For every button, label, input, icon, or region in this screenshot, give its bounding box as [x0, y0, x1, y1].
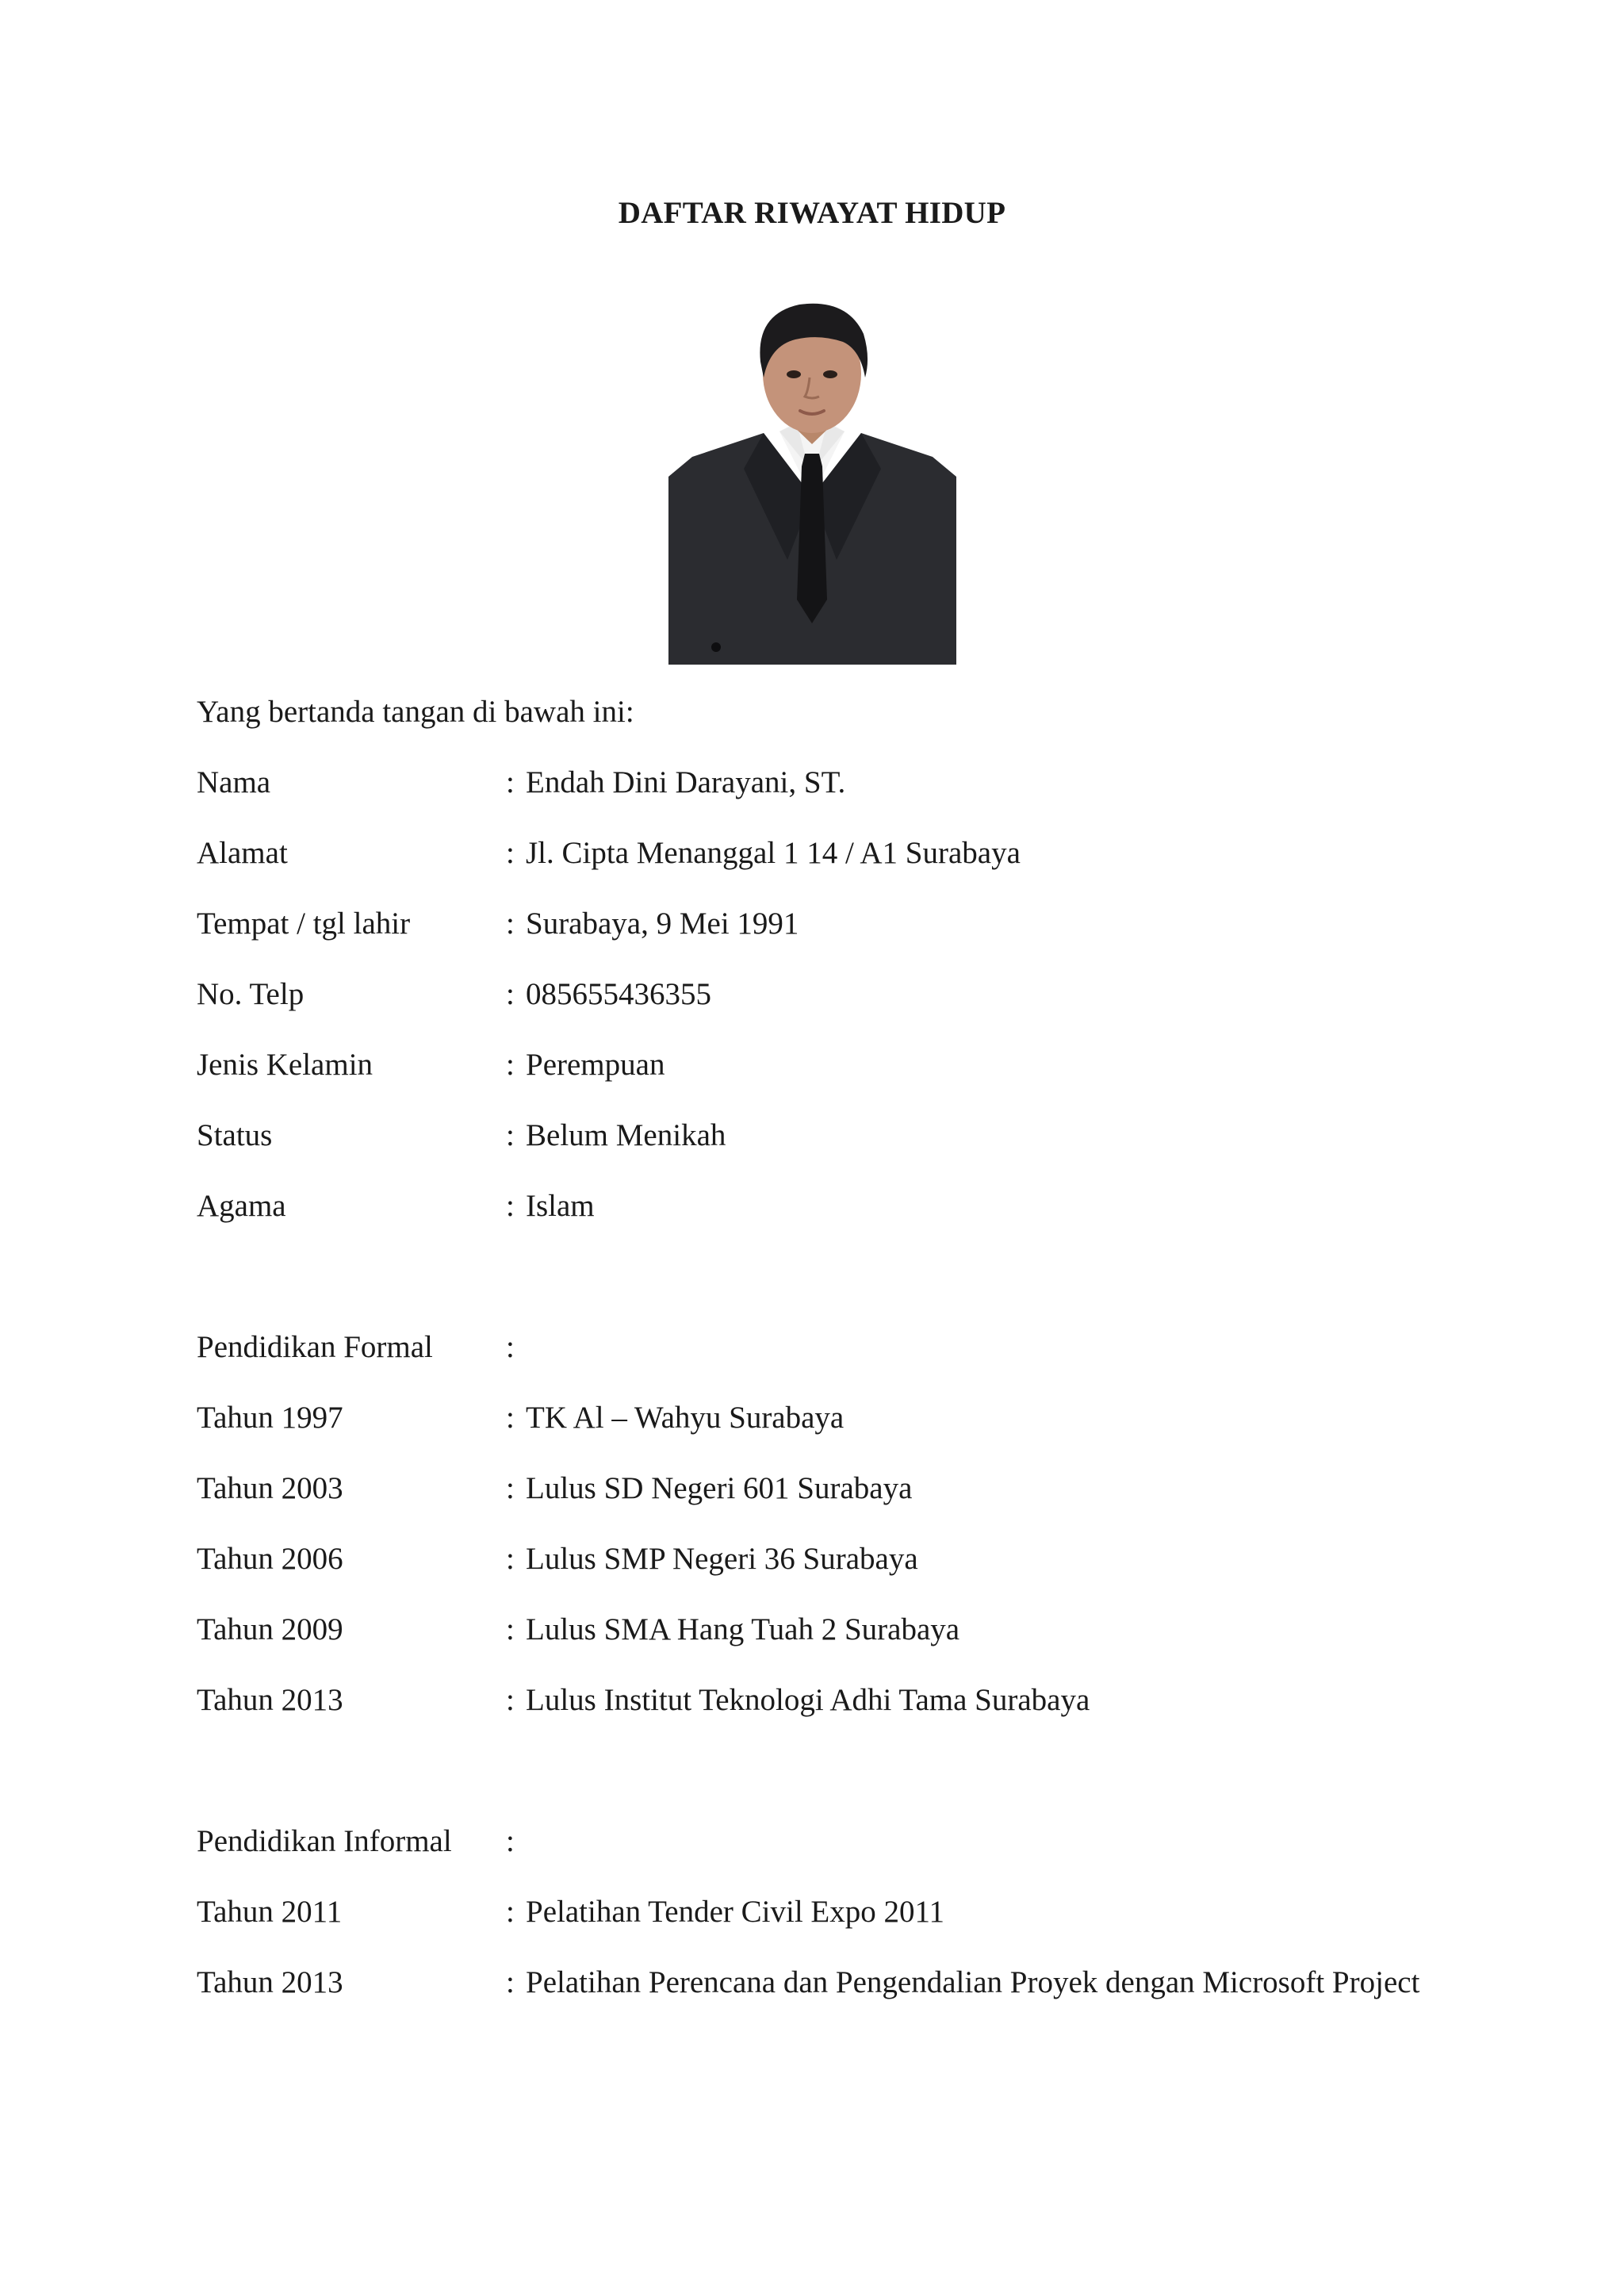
education-value: Lulus SMA Hang Tuah 2 Surabaya	[526, 1612, 960, 1646]
info-value: Belum Menikah	[526, 1118, 726, 1152]
year-label: Tahun 1997	[197, 1401, 343, 1435]
education-value: Lulus SMP Negeri 36 Surabaya	[526, 1542, 918, 1576]
info-colon: :	[506, 1401, 515, 1435]
year-label: Tahun 2006	[197, 1542, 343, 1576]
section-label: Pendidikan Formal	[197, 1330, 433, 1364]
info-label: Agama	[197, 1189, 286, 1223]
info-colon: :	[506, 1471, 515, 1505]
info-label: Status	[197, 1118, 273, 1152]
year-label: Tahun 2013	[197, 1683, 343, 1717]
info-label: Nama	[197, 765, 271, 799]
section-colon: :	[506, 1824, 515, 1858]
info-value: Surabaya, 9 Mei 1991	[526, 907, 799, 941]
profile-photo	[668, 298, 956, 665]
education-value: Lulus SD Negeri 601 Surabaya	[526, 1471, 913, 1505]
info-colon: :	[506, 1118, 515, 1152]
info-colon: :	[506, 1612, 515, 1646]
year-label: Tahun 2003	[197, 1471, 343, 1505]
education-value: TK Al – Wahyu Surabaya	[526, 1401, 845, 1435]
intro-text: Yang bertanda tangan di bawah ini:	[197, 695, 634, 729]
section-colon: :	[506, 1330, 515, 1364]
info-label: Jenis Kelamin	[197, 1048, 373, 1082]
info-value: Jl. Cipta Menanggal 1 14 / A1 Surabaya	[526, 836, 1021, 870]
info-colon: :	[506, 1048, 515, 1082]
education-value: Lulus Institut Teknologi Adhi Tama Surabaya	[526, 1683, 1090, 1717]
info-label: Alamat	[197, 836, 288, 870]
info-colon: :	[506, 1965, 515, 1999]
info-colon: :	[506, 1683, 515, 1717]
info-colon: :	[506, 907, 515, 941]
year-label: Tahun 2013	[197, 1965, 343, 1999]
info-colon: :	[506, 1189, 515, 1223]
year-label: Tahun 2011	[197, 1895, 343, 1929]
info-value: Perempuan	[526, 1048, 665, 1082]
section-label: Pendidikan Informal	[197, 1824, 452, 1858]
info-value: Islam	[526, 1189, 595, 1223]
info-label: Tempat / tgl lahir	[197, 907, 411, 941]
info-colon: :	[506, 1542, 515, 1576]
year-label: Tahun 2009	[197, 1612, 343, 1646]
training-value: Pelatihan Perencana dan Pengendalian Proyek dengan Microsoft Project	[526, 1965, 1420, 1999]
info-value: Endah Dini Darayani, ST.	[526, 765, 846, 799]
info-value: 085655436355	[526, 977, 711, 1011]
info-colon: :	[506, 836, 515, 870]
info-colon: :	[506, 977, 515, 1011]
info-colon: :	[506, 765, 515, 799]
training-value: Pelatihan Tender Civil Expo 2011	[526, 1895, 945, 1929]
info-label: No. Telp	[197, 977, 304, 1011]
document-title: DAFTAR RIWAYAT HIDUP	[618, 196, 1006, 230]
info-colon: :	[506, 1895, 515, 1929]
